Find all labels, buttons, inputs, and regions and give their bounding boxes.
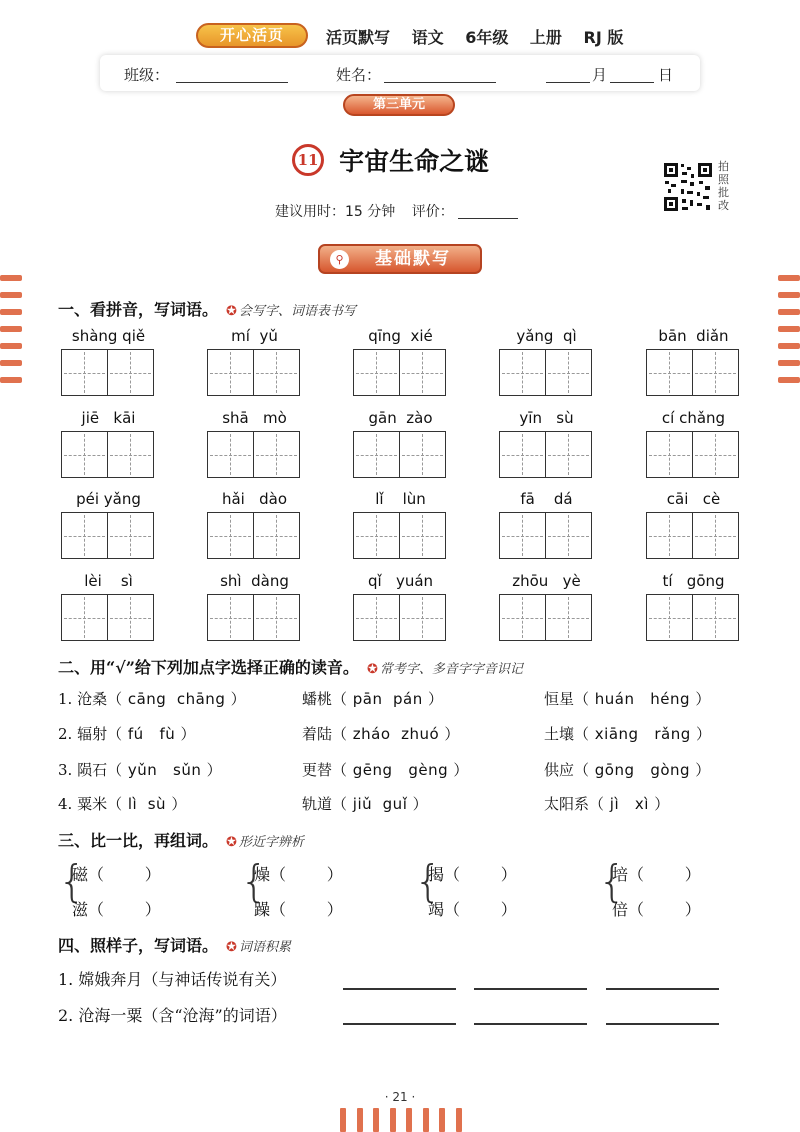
writing-box[interactable] [207,431,254,478]
pinyin-label: bān diǎn [658,327,729,345]
answer-line[interactable] [343,988,456,990]
writing-box[interactable] [108,431,155,478]
pinyin-label: lèi sì [84,572,133,590]
q3-note: 形近字辨析 [238,835,304,850]
gear-icon: ✪ [366,662,378,677]
writing-box[interactable] [693,349,740,396]
writing-box[interactable] [61,349,108,396]
writing-box[interactable] [254,594,301,641]
writing-box[interactable] [646,349,693,396]
writing-box[interactable] [254,349,301,396]
brace-icon: { [58,856,86,907]
reading-item [58,688,246,709]
reading-options[interactable]: （ pān pán ） [332,690,444,708]
writing-box[interactable] [61,594,108,641]
writing-box[interactable] [499,349,546,396]
reading-item [302,688,444,709]
q4-title: 四、照样子，写词语。 ✪ 词语积累 [58,936,291,955]
month-field[interactable] [546,82,590,83]
q4-row-2: 2. 沧海一粟（含“沧海”的词语） [58,1006,287,1025]
right-stripes [778,275,800,394]
day-label: 日 [658,66,674,84]
page-number: · 21 · [384,1090,416,1104]
bottom-decoration [340,1108,462,1132]
writing-box[interactable] [207,349,254,396]
header-info [326,25,639,48]
header-bar [196,20,624,52]
answer-line[interactable] [474,1023,587,1025]
pinyin-label: gān zào [368,409,433,427]
q1-title: 一、看拼音，写词语。 ✪ 会写字、词语表书写 [58,300,356,319]
student-info-row [100,55,700,91]
brand-logo: 开心活页 [196,23,308,48]
pinyin-label: mí yǔ [231,327,278,345]
month-label: 月 [592,66,608,84]
writing-box[interactable] [254,431,301,478]
reading-item [544,793,670,814]
writing-box[interactable] [108,349,155,396]
q1-note: 会写字、词语表书写 [238,304,356,319]
reading-options[interactable]: （ zháo zhuó ） [332,725,460,743]
reading-options[interactable]: （ yǔn sǔn ） [107,761,223,779]
answer-line[interactable] [606,988,719,990]
name-field[interactable] [384,82,496,83]
pinyin-label: yǎng qì [516,327,577,345]
section-banner [318,244,482,274]
writing-box[interactable] [693,431,740,478]
name-label: 姓名： [336,66,382,84]
writing-box[interactable] [646,512,693,559]
writing-box[interactable] [61,431,108,478]
brace-icon: { [598,856,626,907]
suggested-time [275,201,518,221]
reading-options[interactable]: （ fú fù ） [107,725,197,743]
section-banner-label: 基础默写 [375,249,451,269]
writing-box[interactable] [353,512,400,559]
pinyin-label: péi yǎng [76,490,141,508]
pinyin-label: lǐ lùn [375,490,426,508]
answer-line[interactable] [474,988,587,990]
pinyin-label: cí chǎng [661,409,726,427]
writing-box[interactable] [400,349,447,396]
pinyin-label: qǐ yuán [367,572,434,590]
writing-box[interactable] [693,594,740,641]
class-label: 班级： [124,66,170,84]
day-field[interactable] [610,82,654,83]
class-field[interactable] [176,82,288,83]
reading-word: 轨道 [302,795,333,813]
writing-box[interactable] [353,349,400,396]
pinyin-label: shì dàng [220,572,289,590]
reading-word: 4. 粟米 [58,795,108,813]
compare-word-bottom[interactable]: 倍（ ） [612,900,701,919]
reading-options[interactable]: （ cāng chāng ） [107,690,247,708]
q2-note: 常考字、多音字字音识记 [379,662,523,677]
writing-box[interactable] [646,594,693,641]
unit-tag: 第三单元 [343,94,455,116]
left-stripes [0,275,22,394]
pinyin-label: yīn sù [519,409,574,427]
reading-item [58,793,187,814]
reading-options[interactable]: （ jiǔ guǐ ） [332,795,429,813]
writing-box[interactable] [693,512,740,559]
subject-label: 语文 [411,28,444,47]
reading-word: 3. 陨石 [58,761,108,779]
reading-options[interactable]: （ xiāng rǎng ） [574,725,712,743]
pinyin-label: hǎi dào [221,490,288,508]
lesson-number-badge: 11 [292,144,324,176]
edition-label: RJ 版 [583,28,624,47]
eval-field[interactable] [458,218,518,219]
answer-line[interactable] [343,1023,456,1025]
compare-word-bottom[interactable]: 滋（ ） [72,900,161,919]
brace-icon: { [414,856,442,907]
writing-box[interactable] [108,512,155,559]
writing-box[interactable] [108,594,155,641]
q3-title: 三、比一比，再组词。 ✪ 形近字辨析 [58,831,304,850]
gear-icon: ✪ [226,304,237,319]
magnifier-icon: ⚲ [330,250,349,269]
writing-box[interactable] [353,594,400,641]
brace-icon: { [240,856,268,907]
reading-options[interactable]: （ gēng gèng ） [332,761,469,779]
reading-options[interactable]: （ jì xì ） [589,795,670,813]
pinyin-label: fā dá [520,490,573,508]
compare-word-top[interactable]: 磁（ ） [72,865,161,884]
reading-word: 1. 沧桑 [58,690,108,708]
reading-word: 土壤 [544,725,575,743]
reading-word: 蟠桃 [302,690,333,708]
reading-word: 2. 辐射 [58,725,108,743]
reading-item [302,793,428,814]
series-label: 活页默写 [326,28,391,47]
writing-box[interactable] [646,431,693,478]
writing-box[interactable] [546,594,593,641]
compare-word-bottom[interactable]: 躁（ ） [254,900,343,919]
gear-icon: ✪ [226,940,237,955]
writing-box[interactable] [400,512,447,559]
pinyin-label: cāi cè [666,490,721,508]
writing-box[interactable] [499,431,546,478]
writing-box[interactable] [207,512,254,559]
compare-word-bottom[interactable]: 竭（ ） [428,900,517,919]
grade-label: 6年级 [465,28,509,47]
pinyin-label: tí gōng [662,572,725,590]
writing-box[interactable] [499,512,546,559]
reading-item [302,723,460,744]
writing-box[interactable] [353,431,400,478]
eval-label: 评价： [411,204,454,220]
writing-box[interactable] [400,431,447,478]
writing-box[interactable] [61,512,108,559]
writing-box[interactable] [499,594,546,641]
reading-item [544,723,712,744]
writing-box[interactable] [254,512,301,559]
gear-icon: ✪ [226,835,237,850]
answer-line[interactable] [606,1023,719,1025]
pinyin-label: shā mò [222,409,287,427]
writing-box[interactable] [400,594,447,641]
compare-word-top[interactable]: 培（ ） [612,865,701,884]
writing-box[interactable] [546,512,593,559]
reading-options[interactable]: （ gōng gòng ） [574,761,711,779]
reading-item [302,759,469,780]
reading-word: 恒星 [544,690,575,708]
q4-row-1: 1. 嫦娥奔月（与神话传说有关） [58,970,287,989]
writing-box[interactable] [546,349,593,396]
reading-word: 供应 [544,761,575,779]
writing-box[interactable] [546,431,593,478]
reading-item [544,759,711,780]
reading-word: 更替 [302,761,333,779]
reading-options[interactable]: （ lì sù ） [107,795,187,813]
q2-title: 二、用“√”给下列加点字选择正确的读音。 ✪ 常考字、多音字字音识记 [58,658,523,677]
reading-item [544,688,711,709]
qr-caption: 拍照批改 [718,160,729,212]
lesson-title [292,142,489,182]
pinyin-label: zhōu yè [512,572,581,590]
writing-box[interactable] [207,594,254,641]
reading-word: 太阳系 [544,795,590,813]
pinyin-label: qīng xié [368,327,433,345]
qr-code-icon[interactable] [663,162,713,212]
pinyin-label: shàng qiě [71,327,146,345]
time-text: 建议用时：15 分钟 [275,204,396,220]
pinyin-label: jiē kāi [81,409,136,427]
volume-label: 上册 [529,28,562,47]
reading-word: 着陆 [302,725,333,743]
reading-options[interactable]: （ huán héng ） [574,690,711,708]
compare-word-top[interactable]: 揭（ ） [428,865,517,884]
q4-note: 词语积累 [238,940,291,955]
page-title: 宇宙生命之谜 [339,147,490,176]
reading-item [58,723,196,744]
compare-word-top[interactable]: 燥（ ） [254,865,343,884]
reading-item [58,759,222,780]
